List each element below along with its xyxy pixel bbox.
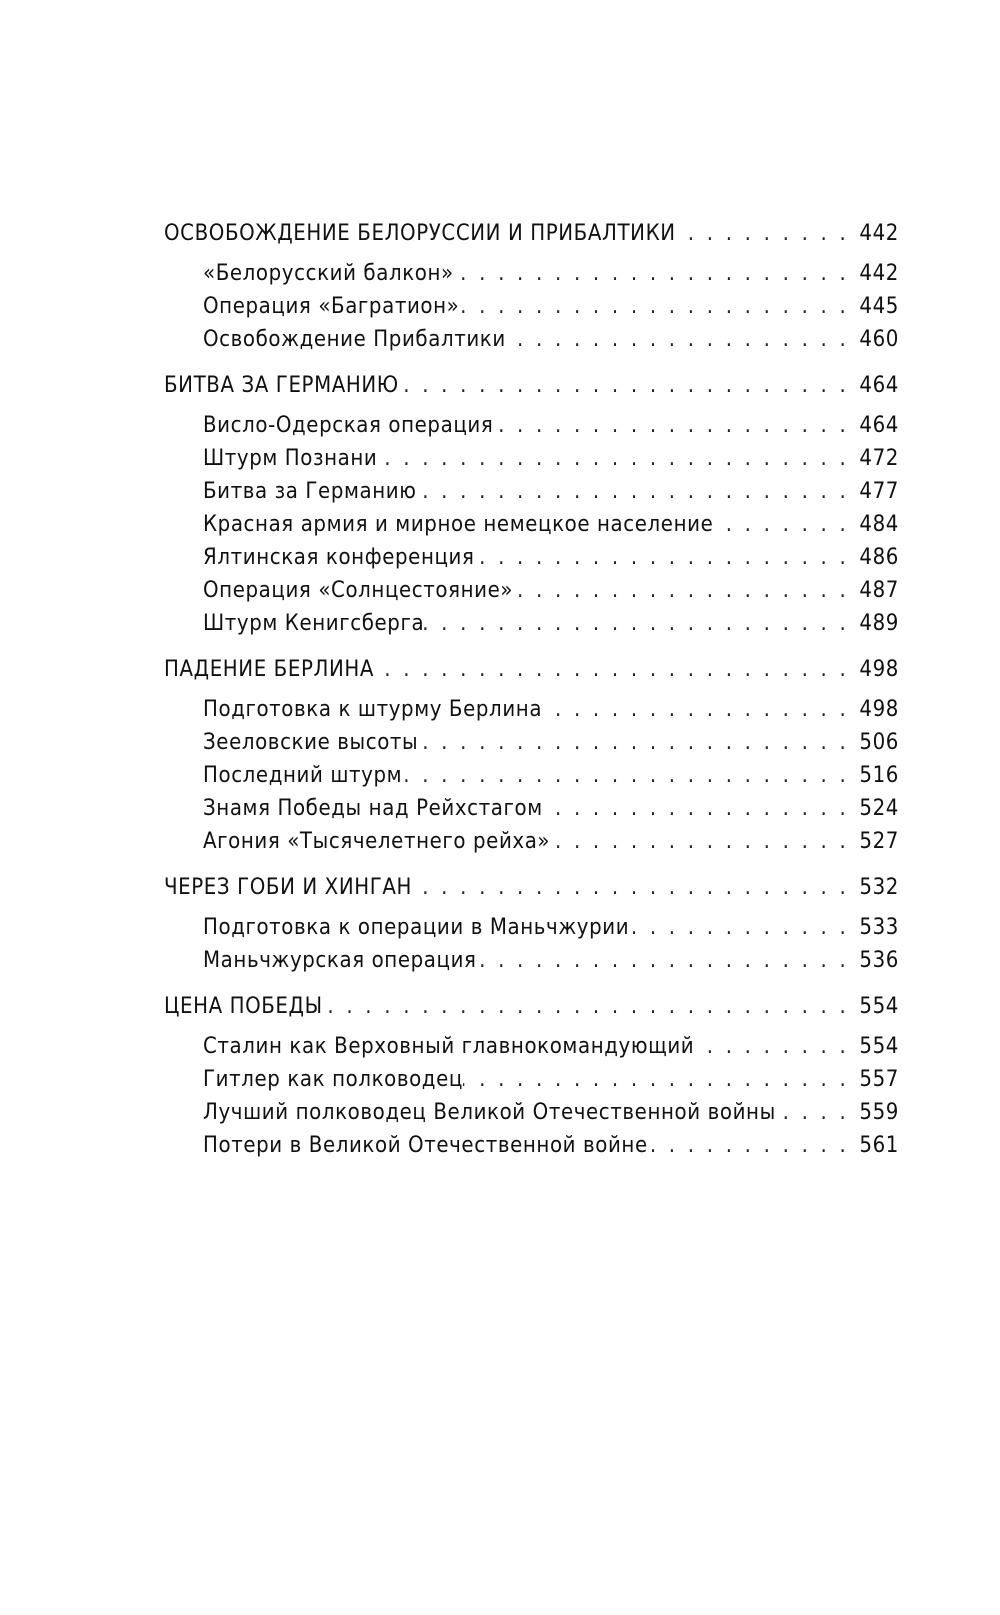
page-number: 464 [859,373,899,398]
page-number: 506 [859,730,899,755]
toc-section-heading [164,872,899,904]
page-number: 484 [859,512,899,537]
dot-leader [377,443,859,475]
entry-title: Ялтинская конференция [203,545,475,570]
table-of-contents [164,218,899,1176]
toc-entry [164,1097,899,1130]
page-number: 557 [859,1067,899,1092]
entry-title: Сталин как Верховный главнокомандующий [203,1034,695,1059]
entry-title: Штурм Кенигсберга [203,611,425,636]
page-number: 442 [859,261,899,286]
dot-leader [323,991,859,1023]
toc-entry [164,945,899,978]
dot-leader [477,945,859,977]
page-number: 516 [859,763,899,788]
entry-title: Знамя Победы над Рейхстагом [203,796,543,821]
dot-leader [676,218,859,250]
toc-entry [164,509,899,542]
dot-leader [550,826,859,858]
page-number: 527 [859,829,899,854]
dot-leader [454,258,859,290]
toc-entry [164,1031,899,1064]
toc-section-heading [164,991,899,1023]
dot-leader [374,654,859,686]
page-number: 559 [859,1100,899,1125]
toc-section [164,991,899,1163]
entry-title: Операция «Багратион» [203,294,460,319]
dot-leader [412,872,859,904]
entry-title: Агония «Тысячелетнего рейха» [203,829,551,854]
dot-leader [542,694,859,726]
dot-leader [417,476,859,508]
entry-title: Подготовка к штурму Берлина [203,697,543,722]
page-number: 536 [859,948,899,973]
toc-section [164,872,899,978]
section-title: ЦЕНА ПОБЕДЫ [164,994,323,1019]
toc-section [164,370,899,641]
dot-leader [629,912,859,944]
toc-entry [164,912,899,945]
page-number: 561 [859,1133,899,1158]
entry-title: Красная армия и мирное немецкое население [203,512,714,537]
toc-section [164,218,899,357]
toc-entry [164,542,899,575]
dot-leader [459,291,859,323]
entry-title: «Белорусский балкон» [203,261,454,286]
toc-entry [164,443,899,476]
dot-leader [506,324,859,356]
entry-title: Подготовка к операции в Маньчжурии [203,915,630,940]
page-number: 477 [859,479,899,504]
entry-title: Освобождение Прибалтики [203,327,506,352]
toc-entry [164,760,899,793]
toc-entry [164,727,899,760]
toc-entry [164,575,899,608]
page-number: 489 [859,611,899,636]
toc-section-heading [164,218,899,250]
entry-title: Маньчжурская операция [203,948,477,973]
entry-title: Лучший полководец Великой Отечественной войны [203,1100,776,1125]
dot-leader [418,727,859,759]
toc-entry [164,410,899,443]
page-number: 554 [859,994,899,1019]
section-title: БИТВА ЗА ГЕРМАНИЮ [164,373,399,398]
dot-leader [399,370,859,402]
dot-leader [648,1130,859,1162]
entry-title: Штурм Познани [203,446,378,471]
entry-title: Потери в Великой Отечественной войне [203,1133,648,1158]
dot-leader [493,410,859,442]
section-title: ЧЕРЕЗ ГОБИ И ХИНГАН [164,875,413,900]
page-number: 464 [859,413,899,438]
dot-leader [402,760,859,792]
toc-section [164,654,899,859]
dot-leader [424,608,859,640]
page-number: 445 [859,294,899,319]
dot-leader [776,1097,859,1129]
toc-entry [164,826,899,859]
dot-leader [543,793,859,825]
section-title: ПАДЕНИЕ БЕРЛИНА [164,657,375,682]
dot-leader [694,1031,859,1063]
dot-leader [475,542,859,574]
toc-entry [164,694,899,727]
page-number: 487 [859,578,899,603]
page-number: 498 [859,657,899,682]
entry-title: Висло-Одерская операция [203,413,494,438]
dot-leader [713,509,859,541]
page-number: 524 [859,796,899,821]
entry-title: Битва за Германию [203,479,417,504]
page-number: 486 [859,545,899,570]
toc-entry [164,291,899,324]
toc-entry [164,324,899,357]
section-title: ОСВОБОЖДЕНИЕ БЕЛОРУССИИ И ПРИБАЛТИКИ [164,221,676,246]
page-number: 554 [859,1034,899,1059]
entry-title: Зееловские высоты [203,730,419,755]
page-number: 498 [859,697,899,722]
toc-entry [164,476,899,509]
entry-title: Последний штурм [203,763,403,788]
dot-leader [463,1064,859,1096]
page-number: 533 [859,915,899,940]
dot-leader [513,575,859,607]
page-number: 472 [859,446,899,471]
page-number: 442 [859,221,899,246]
entry-title: Операция «Солнцестояние» [203,578,514,603]
page-number: 460 [859,327,899,352]
toc-entry [164,793,899,826]
toc-entry [164,258,899,291]
page-number: 532 [859,875,899,900]
toc-section-heading [164,370,899,402]
entry-title: Гитлер как полководец [203,1067,463,1092]
toc-section-heading [164,654,899,686]
toc-entry [164,608,899,641]
toc-entry [164,1064,899,1097]
toc-entry [164,1130,899,1163]
